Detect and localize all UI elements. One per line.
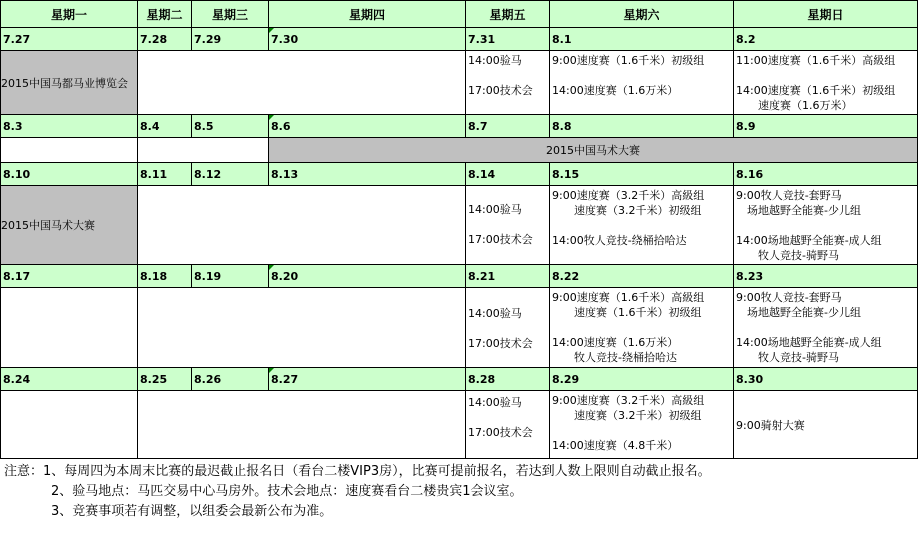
- weekday-header: 星期三: [192, 1, 269, 28]
- date-cell: 8.22: [550, 265, 734, 288]
- sunday-events: 9:00骑射大赛: [734, 391, 918, 459]
- date-cell: 8.12: [192, 163, 269, 186]
- weekday-header: 星期日: [734, 1, 918, 28]
- event-row: [1, 186, 918, 265]
- date-row: [1, 115, 918, 138]
- weekday-header: 星期二: [138, 1, 192, 28]
- date-cell: 8.4: [138, 115, 192, 138]
- date-cell: 8.15: [550, 163, 734, 186]
- note-line: 注意：1、每周四为本周末比赛的最迟截止报名日（看台二楼VIP3房），比赛可提前报名，若达到人数上限则自动截止报名。: [4, 464, 711, 479]
- sunday-events: 11:00速度赛（1.6千米）高級组 14:00速度赛（1.6千米）初级组 速度赛（1.6万米）: [734, 51, 918, 115]
- saturday-events: 9:00速度赛（3.2千米）高級组 速度赛（3.2千米）初级组 14:00牧人竞技-绕桶拾哈达: [550, 186, 734, 265]
- date-row: [1, 265, 918, 288]
- weekday-header-row: [1, 1, 918, 28]
- date-cell: 8.13: [269, 163, 466, 186]
- event-row: [1, 51, 918, 115]
- sunday-events: 9:00牧人竞技-套野马 场地越野全能赛-少儿组 14:00场地越野全能赛-成人组 牧人竞技-骑野马: [734, 186, 918, 265]
- date-cell: 8.17: [1, 265, 138, 288]
- date-cell: 8.3: [1, 115, 138, 138]
- date-row: [1, 368, 918, 391]
- weekday-header: 星期四: [269, 1, 466, 28]
- weekday-header: 星期六: [550, 1, 734, 28]
- date-cell: 7.30: [269, 28, 466, 51]
- note-line: 3、竞赛事项若有调整，以组委会最新公布为准。: [51, 504, 333, 519]
- empty-cell: [1, 138, 138, 163]
- date-cell: 7.29: [192, 28, 269, 51]
- date-row: [1, 28, 918, 51]
- saturday-events: 9:00速度赛（1.6千米）高級组 速度赛（1.6千米）初级组 14:00速度赛（1.6万米） 牧人竞技-绕桶拾哈达: [550, 288, 734, 368]
- date-cell: 8.1: [550, 28, 734, 51]
- weekday-header: 星期五: [466, 1, 550, 28]
- event-row: [1, 391, 918, 459]
- saturday-events: 9:00速度赛（1.6千米）初级组 14:00速度赛（1.6万米）: [550, 51, 734, 115]
- event-row: [1, 138, 918, 163]
- empty-cell: [1, 288, 138, 368]
- notes-block: [0, 459, 918, 522]
- empty-cell: [1, 391, 138, 459]
- saturday-events: 9:00速度赛（3.2千米）高級组 速度赛（3.2千米）初级组 14:00速度赛（4.8千米）: [550, 391, 734, 459]
- weekday-header: 星期一: [1, 1, 138, 28]
- competition-label: 2015中国马术大赛: [1, 186, 138, 265]
- friday-events: 14:00验马 17:00技术会: [466, 51, 550, 115]
- date-cell: 7.27: [1, 28, 138, 51]
- date-cell: 8.24: [1, 368, 138, 391]
- date-cell: 8.30: [734, 368, 918, 391]
- date-cell: 8.6: [269, 115, 466, 138]
- empty-cell: [138, 138, 269, 163]
- date-cell: 8.18: [138, 265, 192, 288]
- date-cell: 8.28: [466, 368, 550, 391]
- date-cell: 8.16: [734, 163, 918, 186]
- date-cell: 7.31: [466, 28, 550, 51]
- empty-cell: [138, 51, 466, 115]
- date-cell: 8.11: [138, 163, 192, 186]
- empty-cell: [138, 186, 466, 265]
- friday-events: 14:00验马 17:00技术会: [466, 391, 550, 459]
- note-line: 2、验马地点：马匹交易中心马房外。技术会地点：速度赛看台二楼贵宾1会议室。: [51, 484, 523, 499]
- date-cell: 7.28: [138, 28, 192, 51]
- event-row: [1, 288, 918, 368]
- date-cell: 8.21: [466, 265, 550, 288]
- date-cell: 8.29: [550, 368, 734, 391]
- date-cell: 8.7: [466, 115, 550, 138]
- date-cell: 8.14: [466, 163, 550, 186]
- friday-events: 14:00验马 17:00技术会: [466, 288, 550, 368]
- friday-events: 14:00验马 17:00技术会: [466, 186, 550, 265]
- date-cell: 8.5: [192, 115, 269, 138]
- date-row: [1, 163, 918, 186]
- competition-bar: 2015中国马术大赛: [269, 138, 918, 163]
- date-cell: 8.25: [138, 368, 192, 391]
- sunday-events: 9:00牧人竞技-套野马 场地越野全能赛-少儿组 14:00场地越野全能赛-成人组 牧人竞技-骑野马: [734, 288, 918, 368]
- date-cell: 8.19: [192, 265, 269, 288]
- expo-label: 2015中国马都马业博览会: [1, 51, 138, 115]
- date-cell: 8.26: [192, 368, 269, 391]
- empty-cell: [138, 391, 466, 459]
- date-cell: 8.9: [734, 115, 918, 138]
- date-cell: 8.8: [550, 115, 734, 138]
- date-cell: 8.2: [734, 28, 918, 51]
- empty-cell: [138, 288, 466, 368]
- date-cell: 8.27: [269, 368, 466, 391]
- date-cell: 8.23: [734, 265, 918, 288]
- date-cell: 8.10: [1, 163, 138, 186]
- date-cell: 8.20: [269, 265, 466, 288]
